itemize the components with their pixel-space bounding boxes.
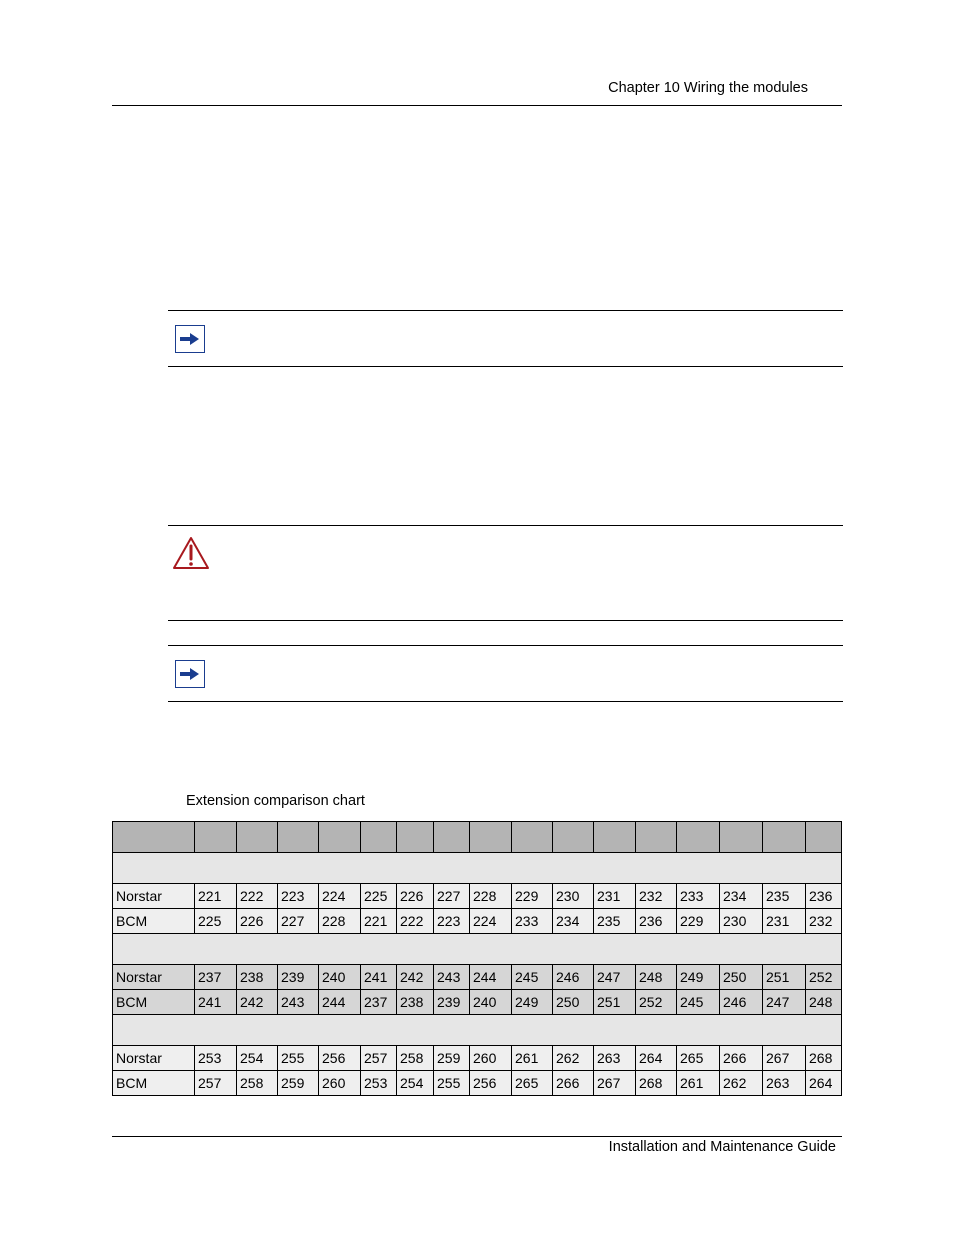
extension-cell: 253 [361,1071,397,1096]
extension-comparison-table [112,821,842,1096]
header-cell [113,822,195,853]
extension-cell: 247 [594,965,636,990]
extension-cell: 249 [677,965,720,990]
extension-cell: 238 [237,965,278,990]
header-cell [763,822,806,853]
extension-cell: 263 [763,1071,806,1096]
group-heading-row [113,853,842,884]
extension-cell: 226 [397,884,434,909]
extension-cell: 245 [512,965,553,990]
extension-cell: 232 [806,909,842,934]
extension-cell: 246 [720,990,763,1015]
extension-cell: 245 [677,990,720,1015]
table-header-row [113,822,842,853]
extension-cell: 267 [594,1071,636,1096]
extension-cell: 230 [720,909,763,934]
extension-cell: 255 [434,1071,470,1096]
extension-cell: 251 [763,965,806,990]
extension-cell: 258 [397,1046,434,1071]
row-label: BCM [113,1071,195,1096]
extension-cell: 229 [512,884,553,909]
header-cell [319,822,361,853]
extension-cell: 257 [195,1071,237,1096]
extension-cell: 243 [278,990,319,1015]
extension-cell: 261 [677,1071,720,1096]
extension-cell: 232 [636,884,677,909]
running-header: Chapter 10 Wiring the modules [608,80,808,96]
group-heading-row [113,1015,842,1046]
extension-cell: 237 [195,965,237,990]
row-label: BCM [113,990,195,1015]
extension-cell: 234 [553,909,594,934]
extension-cell: 233 [677,884,720,909]
extension-cell: 224 [319,884,361,909]
extension-cell: 260 [470,1046,512,1071]
extension-cell: 228 [470,884,512,909]
header-rule [112,105,842,106]
arrow-right-icon [175,660,205,688]
extension-cell: 228 [319,909,361,934]
header-cell [195,822,237,853]
extension-cell: 265 [677,1046,720,1071]
note-bottom-rule [168,701,843,702]
extension-cell: 231 [763,909,806,934]
table-caption: Extension comparison chart [186,793,365,809]
warning-triangle-icon [172,536,210,575]
extension-cell: 225 [361,884,397,909]
running-footer: Installation and Maintenance Guide [608,1139,836,1155]
header-cell [278,822,319,853]
extension-cell: 235 [594,909,636,934]
group-heading-cell [113,934,842,965]
extension-cell: 248 [636,965,677,990]
extension-cell: 264 [636,1046,677,1071]
extension-cell: 262 [553,1046,594,1071]
extension-cell: 264 [806,1071,842,1096]
extension-cell: 261 [512,1046,553,1071]
extension-cell: 222 [237,884,278,909]
extension-cell: 249 [512,990,553,1015]
extension-cell: 223 [278,884,319,909]
extension-cell: 260 [319,1071,361,1096]
extension-cell: 237 [361,990,397,1015]
extension-cell: 251 [594,990,636,1015]
table-row [113,909,842,934]
table-row [113,990,842,1015]
extension-cell: 224 [470,909,512,934]
extension-cell: 221 [195,884,237,909]
extension-cell: 255 [278,1046,319,1071]
extension-cell: 250 [720,965,763,990]
row-label: Norstar [113,965,195,990]
extension-cell: 268 [636,1071,677,1096]
note-top-rule [168,310,843,311]
group-heading-row [113,934,842,965]
extension-cell: 233 [512,909,553,934]
extension-cell: 222 [397,909,434,934]
extension-cell: 254 [237,1046,278,1071]
extension-cell: 256 [319,1046,361,1071]
header-cell [512,822,553,853]
extension-cell: 252 [806,965,842,990]
extension-cell: 252 [636,990,677,1015]
extension-cell: 225 [195,909,237,934]
row-label: BCM [113,909,195,934]
header-cell [470,822,512,853]
header-cell [361,822,397,853]
extension-cell: 227 [434,884,470,909]
extension-cell: 223 [434,909,470,934]
extension-cell: 234 [720,884,763,909]
extension-cell: 229 [677,909,720,934]
group-heading-cell [113,1015,842,1046]
extension-cell: 241 [361,965,397,990]
arrow-right-icon [175,325,205,353]
extension-cell: 254 [397,1071,434,1096]
header-cell [677,822,720,853]
extension-cell: 262 [720,1071,763,1096]
table-row [113,1046,842,1071]
extension-cell: 240 [470,990,512,1015]
extension-cell: 267 [763,1046,806,1071]
extension-cell: 235 [763,884,806,909]
row-label: Norstar [113,1046,195,1071]
table-row [113,965,842,990]
extension-cell: 266 [720,1046,763,1071]
group-heading-cell [113,853,842,884]
extension-cell: 242 [237,990,278,1015]
extension-cell: 266 [553,1071,594,1096]
note-bottom-rule [168,366,843,367]
header-cell [237,822,278,853]
extension-cell: 227 [278,909,319,934]
extension-cell: 247 [763,990,806,1015]
extension-cell: 257 [361,1046,397,1071]
extension-cell: 238 [397,990,434,1015]
table-row [113,1071,842,1096]
extension-cell: 248 [806,990,842,1015]
warning-top-rule [168,525,843,526]
extension-cell: 239 [278,965,319,990]
extension-cell: 231 [594,884,636,909]
extension-cell: 230 [553,884,594,909]
header-cell [594,822,636,853]
footer-rule [112,1136,842,1137]
extension-cell: 268 [806,1046,842,1071]
extension-cell: 243 [434,965,470,990]
extension-cell: 221 [361,909,397,934]
header-cell [636,822,677,853]
header-cell [434,822,470,853]
extension-cell: 244 [319,990,361,1015]
extension-cell: 259 [278,1071,319,1096]
extension-cell: 226 [237,909,278,934]
header-cell [806,822,842,853]
table-row [113,884,842,909]
extension-cell: 250 [553,990,594,1015]
row-label: Norstar [113,884,195,909]
extension-cell: 236 [636,909,677,934]
extension-cell: 259 [434,1046,470,1071]
extension-cell: 244 [470,965,512,990]
note-top-rule [168,645,843,646]
extension-cell: 239 [434,990,470,1015]
extension-cell: 265 [512,1071,553,1096]
extension-cell: 241 [195,990,237,1015]
warning-bottom-rule [168,620,843,621]
header-cell [720,822,763,853]
extension-cell: 240 [319,965,361,990]
extension-cell: 256 [470,1071,512,1096]
header-cell [397,822,434,853]
extension-cell: 236 [806,884,842,909]
extension-cell: 263 [594,1046,636,1071]
extension-cell: 258 [237,1071,278,1096]
extension-cell: 246 [553,965,594,990]
header-cell [553,822,594,853]
extension-cell: 253 [195,1046,237,1071]
extension-cell: 242 [397,965,434,990]
